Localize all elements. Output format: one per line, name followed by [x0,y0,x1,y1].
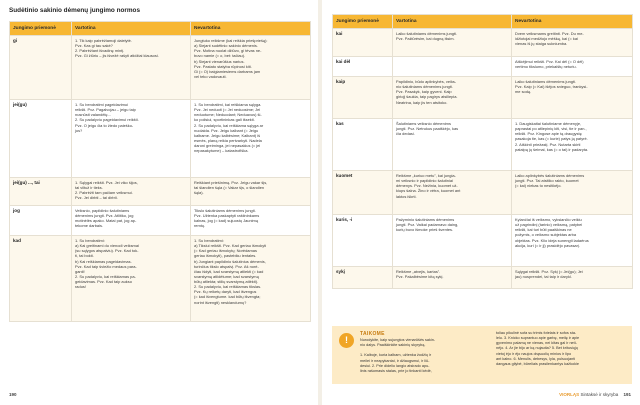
table-row [333,267,633,289]
usage-correct: 1. Su bendratimi: a) Kai greitinami du vienodi veiksmai (su sąlygos atspalviu). Pvz. Kad tok- ti, tai bokti. b) Kai reiškiamas pageidavimas. Pvz. Kad taip šviežio medaus para- ganti! 2. Su padalyviu, kai reiškiamas pa- geidavimas. Pvz. Kad taip aukso radus! [72,236,191,322]
table-row [333,77,633,119]
connector-term: kuomet [333,171,393,215]
table-row [333,57,633,77]
exercise-box [332,326,632,384]
table-header-row [10,22,311,36]
connector-term: gi [10,36,72,100]
connector-term: kai [333,29,393,57]
rules-table-left [9,21,311,322]
column-header: Vartotina [72,22,191,36]
usage-incorrect: 1. Daugiskaitai šalutiniame dėmenyje, paprastai po atliepinių kiti, visi, tie ir pan., reikšti. Pvz. Kingose apie tą draugystę pasakoja tie, kas (= kurie) patys ją patyrė. 2. Aiškinti priežastį. Pvz. Nutarta skirti patalpą jų šeimai, kas (= o tai) ir padaryta. [512,119,633,171]
table-row [333,171,633,215]
table-row [10,100,311,178]
usage-correct: Šalutiniams veiksnio dėmenims jungti. Pvz. Netrukus paaiškėjo, kas čia dedasi. [393,119,512,171]
page-number: 191 [623,392,631,397]
footer-brand: VIORLĄS [559,392,580,397]
exclamation-icon: ! [339,333,354,348]
usage-correct: Laiko šalutiniams dėmenims jungti. Pvz. Pažiūrėsim, kai dugną išsim. [393,29,512,57]
usage-incorrect: Reiškiant priešinimą. Pvz. Jeigu vakar šįs, tai šiandien šąla (= Vakar šįs, o šiandien šąla). [191,178,311,206]
table-row [10,236,311,322]
left-page [0,0,318,405]
connector-term: kai dėl [333,57,393,77]
usage-incorrect: Laiko šalutiniams dėmenims jungti. Pvz. Kaip (= Kai) išėjos snieguo, trankysi- me sodą. [512,77,633,119]
connector-term: kuris, -i [333,215,393,267]
footer-subtitle: Sintaksė ir skyryba [580,392,619,397]
section-title: Sudėtinio sakinio dėmenų jungimo normos [9,7,141,14]
usage-correct: 1. Sąlygai reikšti. Pvz. Jei viko šijos, tai viltuž ir tieks. 2. Pabrėžti tam pačiam veiksmui. Pvz. Jei dirbti – tai dirbti. [72,178,191,206]
usage-incorrect: Tikslo šalutiniams dėmenims jungti. Pvz. Užtenka paskaptyti raštininkams kalnas, jog (= kad) sujuostų Jaunimą remtų. [191,206,311,236]
usage-correct: 1. Su bendratimi pageidavimui reikšti. Pvz. Pagalvojau – jeigu taip nusnūsti valandėlę... 2. Su padalyviu pageidavimui reikšti. Pvz. O jeigu čia to žiedo paieško- jus? [72,100,191,178]
exercise-title: TAIKOME [360,331,385,337]
page-number: 190 [9,392,17,397]
connector-term: kad [10,236,72,322]
column-header: Jungimo priemonė [10,22,72,36]
table-row [333,119,633,171]
page-footer [559,392,631,397]
connector-term: jei(gu) [10,100,72,178]
column-header: Nevartotina [512,15,633,29]
usage-incorrect: Sąlygai reikšti. Pvz. Sykį (= Jei(gu); Jei jau) nusprendei, tai taip ir darykl. [512,267,633,289]
connector-term: kaip [333,77,393,119]
rules-table-right [332,14,633,289]
connector-term: jog [10,206,72,236]
connector-term: jei(gu) ..., tai [10,178,72,206]
column-header: Vartotina [393,15,512,29]
table-row [10,206,311,236]
usage-correct: Pažyminio šalutiniams dėmenims jungti. Pvz. Vaikai padarnavo daing, kurių buvo išmoke prieš šventes. [393,215,512,267]
usage-correct: Reikšme „kuriuo metu", kai jungia- mi veiksnio ir papildinio šalutiniai dėmenys. Pvz. Nežinia, kuomet už- kiups šalna. Žino ir vėtra, kuomet ant laktos iškrti. [393,171,512,215]
table-row [10,36,311,100]
column-header: Jungimo priemonė [333,15,393,29]
usage-incorrect: 1. Su bendratimi: a) Tikslui reikšti. Pvz. Kad geriau išmokyti (= Kad geriau išmokytų; Norėdamas geriau išmokyti), pastebiku lentales. b) Jungiant papildinio šalutinius dėmenis, turinčius tikslo atspalvį. Pvz. Aš norė- čiau išdyti, kad svarstymą atliekti (= kad svarstymą atlidėtume; kad svarstymą būtų atliekta; stilių svarstymą atlėkti). 2. Su padalyviu, kai reiškiamas tikslas. Pvz. Kų reiketų daryti, kad išvengus (= kad išvengtume. kad būtų išvengta; norint išvengti) nesklandumų? [191,236,311,322]
usage-correct: Veiksnio, papildinio šalutiniams dėmenims jungti. Pvz. Atlitiko, jog motinėlės apako. Matai pat, jog ap- tekome darbais. [72,206,191,236]
usage-correct [393,57,512,77]
usage-incorrect: Jungtuko reikšme (kai reiškia priešpriešą): a) Siejant sudėtinio sakinio dėmenis. Pvz. Motina nuolat džiūvo, gi tėvas ne- buvo namie (= o, bet: tačiau). b) Siejant vienarūšius narius. Pvz. Pastato statyba rūpinosi kiti. Gi (= O) baigiamiesiems darbams jam vel teko vadovauti. [191,36,311,100]
table-row [333,215,633,267]
connector-term: kas [333,119,393,171]
usage-correct: Papildinio, būdo aplinkybės, veiks- nio šalutiniams dėmenims jungti. Pvz. Pasakyk, kaip gyveni. Kaip giriojį šaukia, taip pagirys atsiliepia. Neatrina, kaip jis ten atsitoko. [393,77,512,119]
table-header-row [333,15,633,29]
usage-correct: 1. Tik kaip pabrėžiamoji dalelytė. Pvz. Kas gi tau sakė? 2. Pabrėžiant išvadinę mintį. Pvz. Gi žiūriu – jis išvežė rašyti atidžiai klausosi. [72,36,191,100]
usage-incorrect: Dvem veiksmams greitinti. Pvz. Du me- idžiotojai medžiojo mėšką, kai (= kai vienas iš jų staiga sukniumba. [512,29,633,57]
connector-term: sykį [333,267,393,289]
exercise-text-col1: Nurodykite, kaip sujungtos vienarūšės sakin- nio dalys. Paaiškinkite sakinių skyrybą. 1. Kalboje, kuria kalbam, užtenka žodžių ir meilei ir neapykantai, ir džiaugsmui, ir liū- desiui. 2. Prie didelio langio atsirado apu- linis rašomasis stalas, prie jo tinkanti kėdė, [360,338,436,373]
right-page [322,0,640,405]
usage-incorrect: Laiko aplinkybės šalutiniams dėmenims jungti. Pvz. Tai atsitiko rakto, kuomet (= kai) niekas to nesitikėjo. [512,171,633,215]
column-header: Nevartotina [191,22,311,36]
table-row [10,178,311,206]
usage-incorrect: Kylančiai iš veiksmo, vyksiančio veikiu už pagrindinį (tarinio) veiksmą, patybei reikšti, kai turi būti paaiškinas ne požymis, o veiksmo subjektas arba objektas. Pvz. Klio ideja sunengti ladaėrus akcija, kuri (= ir jį) prasidėjo pavasarį. [512,215,633,267]
table-row [333,29,633,57]
usage-correct: Reikšme „atvejis, kartas". Pvz. Pakalbėsime kitą sykį. [393,267,512,289]
usage-incorrect: Aiškėjimui reikšti. Pvz. Kai dėl (= O dėl) vertimo tikslumo, priekaištų neturiu. [512,57,633,77]
usage-incorrect: 1. Su bendratimi, kai reiškiama sąlyga. Pvz. Jei neduoti (= Jei neduosime; Jei neduotume; Neduodant; Neduavus) ši- ko poilsiui, sportininkas gali išsekti. 2. Su padalyviu, kai reiškiama sąlyga ar nuolaida. Pvz. Jeigu kalbant (= Jeigu kalbame. Jeigu kalbėsime; Kalbant) iš esmės, planą reikia pertvarkyti. Nadela daroni greiminga, jei nepasakius (= jei nepasakytume) – katastrofiška. [191,100,311,178]
exercise-text-col2: toliau pikulinė sofa su trimis fotelais ir sofos sta- lelu. 3. Knicko suprantuo apie garbę, meilę ir apie gyvenimo palamą ne vienas, nei kitas gal ir neti- nėjo. 4. Ar jie bijo ar ką nujautia? 5. Bet kritusiųjų vietoj ėjo ir ėjo naujos drąsuolių minios ir lipo ant kalno. 6. Menulis, debesys, lyla, pulsuojanti dangaus gilybė, būreliais prasilenkantys kažkokie [496,331,580,366]
